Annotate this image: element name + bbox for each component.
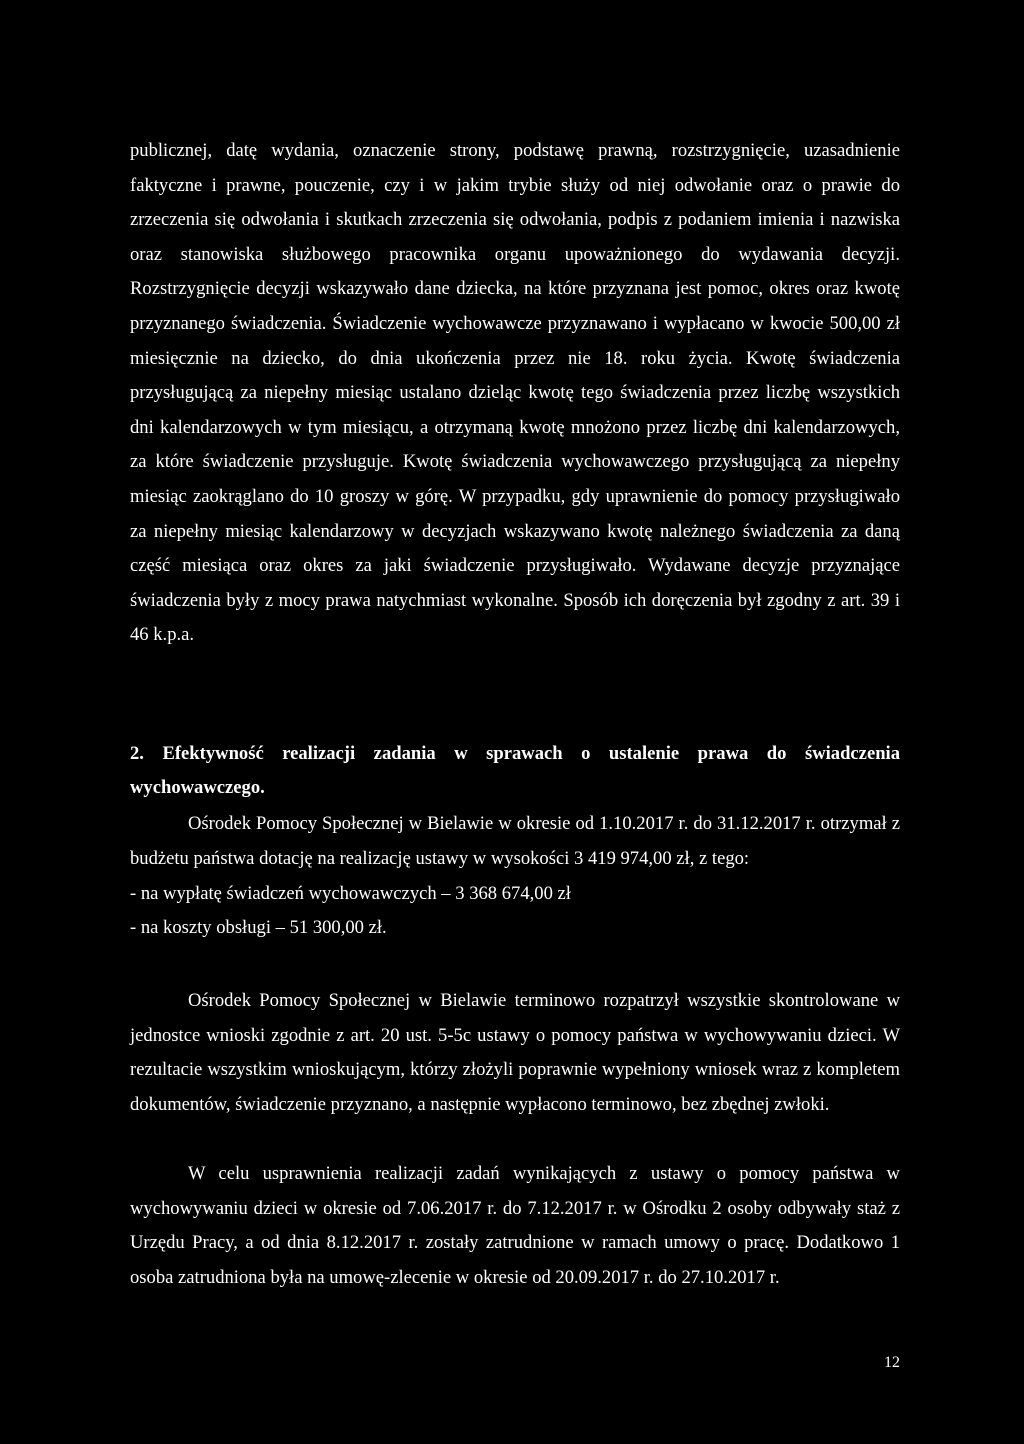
list-item-service-costs: - na koszty obsługi – 51 300,00 zł. [130, 917, 387, 938]
list-item-benefits: - na wypłatę świadczeń wychowawczych – 3 368 674,00 zł [130, 883, 571, 904]
section-heading: 2. Efektywność realizacji zadania w sprawach o ustalenie prawa do świadczenia wychowawczego. [130, 743, 900, 798]
paragraph-decision-contents: publicznej, datę wydania, oznaczenie strony, podstawę prawną, rozstrzygnięcie, uzasadnienie faktyczne i prawne, pouczenie, czy i w jakim trybie służy od niej odwołanie oraz o prawie do zrzeczenia się odwołania i skutkach zrzeczenia się odwołania, podpis z podaniem imienia i nazwiska oraz stanowiska służbowego pracownika organu upoważnionego do wydawania decyzji. Rozstrzygnięcie decyzji wskazywało dane dziecka, na które przyznana jest pomoc, okres oraz kwotę przyznanego świadczenia. Świadczenie wychowawcze przyznawano i wypłacano w kwocie 500,00 zł miesięcznie na dziecko, do dnia ukończenia przez nie 18. roku życia. Kwotę świadczenia przysługującą za niepełny miesiąc ustalano dzieląc kwotę tego świadczenia przez liczbę wszystkich dni kalendarzowych w tym miesiącu, a otrzymaną kwotę mnożono przez liczbę dni kalendarzowych, za które świadczenie przysługuje. Kwotę świadczenia wychowawczego przysługującą za niepełny miesiąc zaokrąglano do 10 groszy w górę. W przypadku, gdy uprawnienie do pomocy przysługiwało za niepełny miesiąc kalendarzowy w decyzjach wskazywano kwotę należnego świadczenia za daną część miesiąca oraz okres za jaki świadczenie przysługiwało. Wydawane decyzje przyznające świadczenia były z mocy prawa natychmiast wykonalne. Sposób ich doręczenia był zgodny z art. 39 i 46 k.p.a. [130, 140, 900, 646]
page-number: 12 [884, 1354, 900, 1371]
paragraph-applications: Ośrodek Pomocy Społecznej w Bielawie terminowo rozpatrzył wszystkie skontrolowane w jednostce wnioski zgodnie z art. 20 ust. 5-5c ustawy o pomocy państwa w wychowywaniu dzieci. W rezultacie wszystkim wnioskującym, którzy złożyli poprawnie wypełniony wniosek wraz z kompletem dokumentów, świadczenie przyznano, a następnie wypłacono terminowo, bez zbędnej zwłoki. [130, 990, 900, 1115]
paragraph-subsidy: Ośrodek Pomocy Społecznej w Bielawie w okresie od 1.10.2017 r. do 31.12.2017 r. otrzymał z budżetu państwa dotację na realizację ustawy w wysokości 3 419 974,00 zł, z tego: [130, 813, 900, 869]
paragraph-staffing: W celu usprawnienia realizacji zadań wynikających z ustawy o pomocy państwa w wychowywaniu dzieci w okresie od 7.06.2017 r. do 7.12.2017 r. w Ośrodku 2 osoby odbywały staż z Urzędu Pracy, a od dnia 8.12.2017 r. zostały zatrudnione w ramach umowy o pracę. Dodatkowo 1 osoba zatrudniona była na umowę-zlecenie w okresie od 20.09.2017 r. do 27.10.2017 r. [130, 1163, 900, 1288]
